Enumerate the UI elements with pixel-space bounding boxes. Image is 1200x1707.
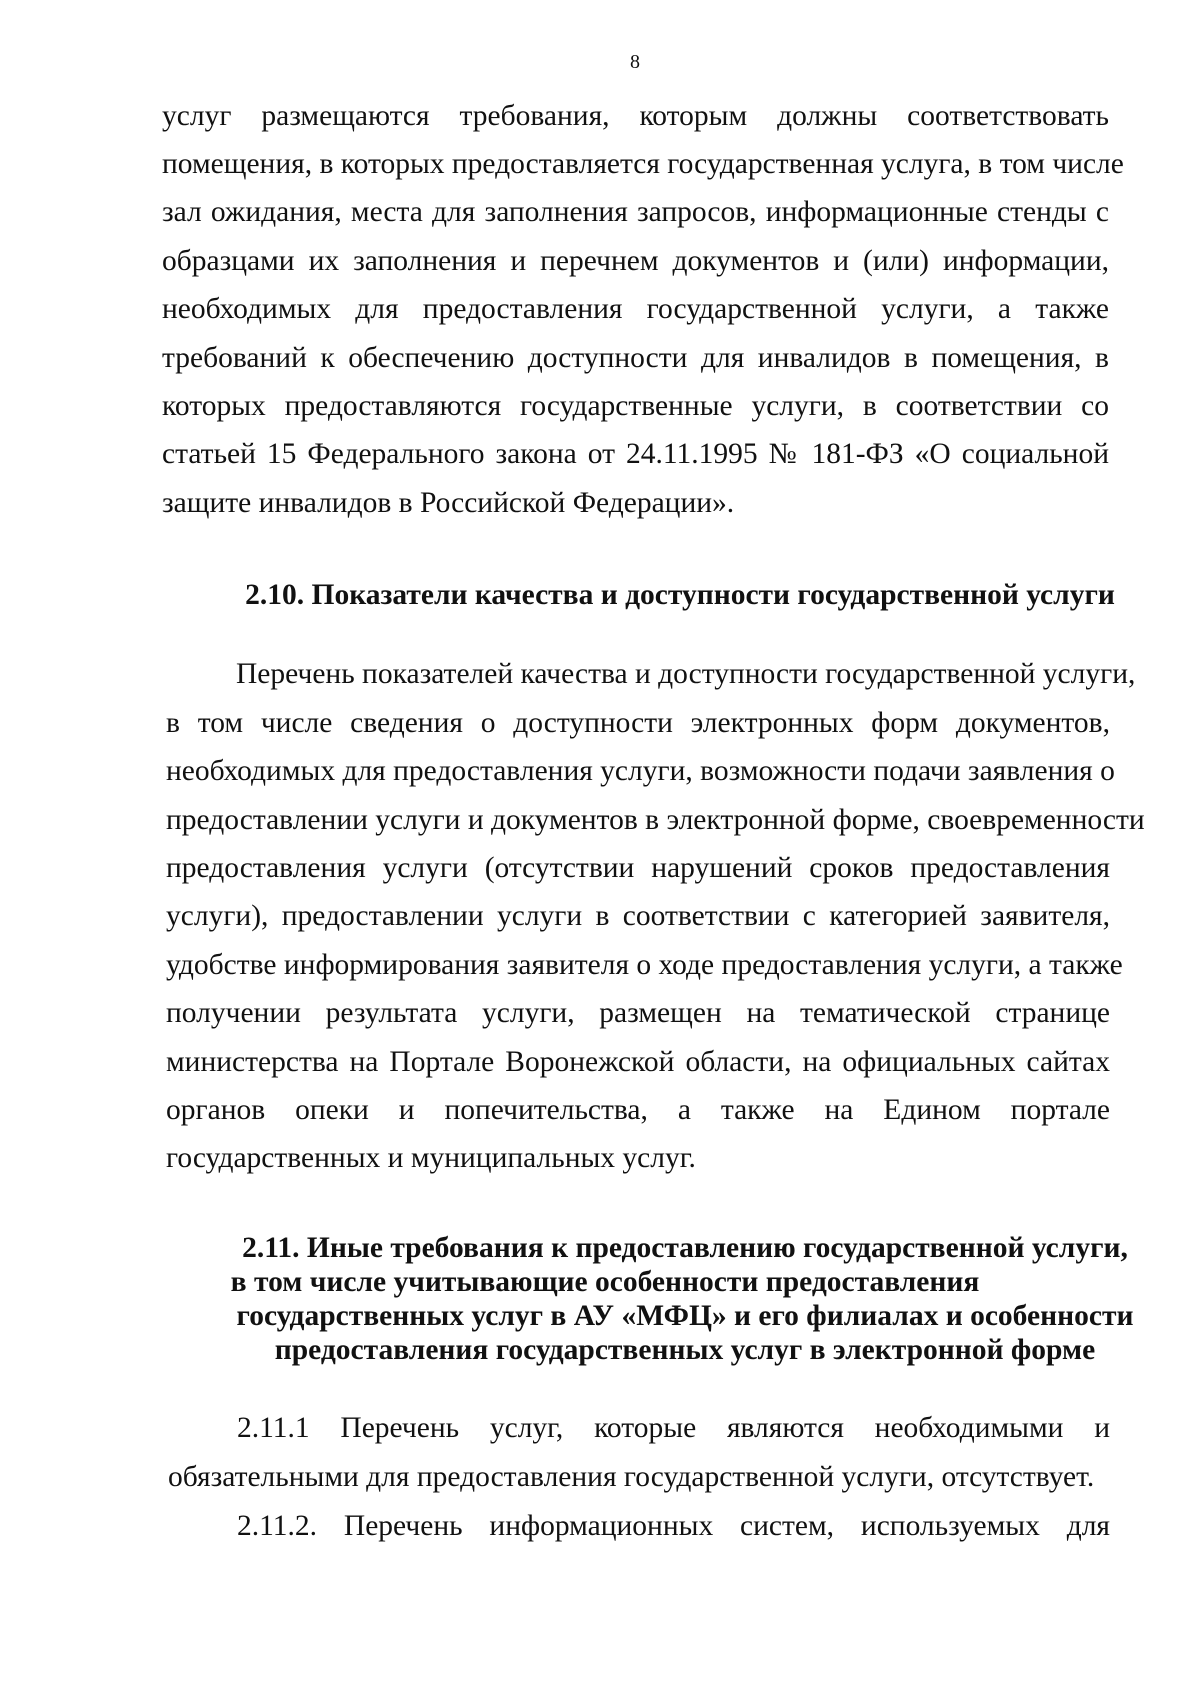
text-line: 2.11.2. Перечень информационных систем, используемых для xyxy=(237,1510,1110,1542)
text-line: услуги), предоставлении услуги в соответствии с категорией заявителя, xyxy=(166,900,1110,932)
text-line: органов опеки и попечительства, а также на Едином портале xyxy=(166,1094,1110,1126)
text-line: обязательными для предоставления государственной услуги, отсутствует. xyxy=(168,1461,1095,1493)
text-line: государственных и муниципальных услуг. xyxy=(166,1142,696,1174)
text-line: предоставления услуги (отсутствии нарушений сроков предоставления xyxy=(166,852,1110,884)
text-line: требований к обеспечению доступности для инвалидов в помещения, в xyxy=(162,342,1109,374)
text-line: министерства на Портале Воронежской области, на официальных сайтах xyxy=(166,1046,1110,1078)
text-line: предоставлении услуги и документов в электронной форме, своевременности xyxy=(166,804,1145,836)
text-line: 2.11.1 Перечень услуг, которые являются необходимыми и xyxy=(237,1412,1110,1444)
heading-line: предоставления государственных услуг в электронной форме xyxy=(274,1334,1096,1366)
text-line: Перечень показателей качества и доступности государственной услуги, xyxy=(236,658,1136,690)
text-line: в том числе сведения о доступности электронных форм документов, xyxy=(166,707,1110,739)
text-line: которых предоставляются государственные услуги, в соответствии со xyxy=(162,390,1109,422)
text-line: образцами их заполнения и перечнем документов и (или) информации, xyxy=(162,245,1109,277)
heading-line: в том числе учитывающие особенности предоставления xyxy=(230,1266,980,1298)
section-heading-2-10: 2.10. Показатели качества и доступности государственной услуги xyxy=(245,579,1115,611)
text-line: услуг размещаются требования, которым должны соответствовать xyxy=(162,100,1109,132)
text-line: зал ожидания, места для заполнения запросов, информационные стенды с xyxy=(162,196,1109,228)
text-line: помещения, в которых предоставляется государственная услуга, в том числе xyxy=(162,148,1124,180)
text-line: необходимых для предоставления государственной услуги, а также xyxy=(162,293,1109,325)
text-line: удобстве информирования заявителя о ходе предоставления услуги, а также xyxy=(166,949,1123,981)
text-line: необходимых для предоставления услуги, возможности подачи заявления о xyxy=(166,755,1115,787)
heading-line: 2.11. Иные требования к предоставлению государственной услуги, xyxy=(242,1232,1128,1264)
text-line: статьей 15 Федерального закона от 24.11.1995 № 181-ФЗ «О социальной xyxy=(162,438,1109,470)
text-line: получении результата услуги, размещен на тематической странице xyxy=(166,997,1110,1029)
page-number: 8 xyxy=(630,51,640,73)
text-line: защите инвалидов в Российской Федерации». xyxy=(162,487,735,519)
heading-line: государственных услуг в АУ «МФЦ» и его филиалах и особенности xyxy=(236,1300,1134,1332)
